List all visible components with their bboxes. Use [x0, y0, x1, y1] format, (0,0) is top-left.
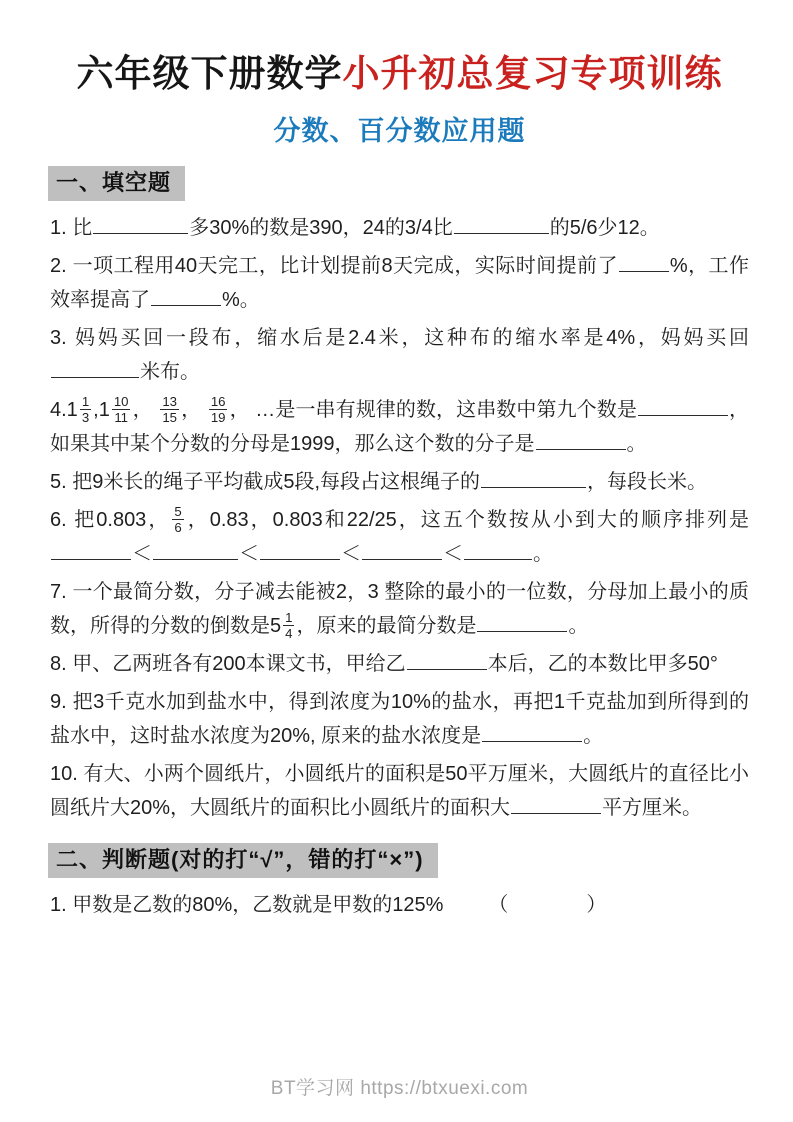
fraction-numerator: 1: [81, 394, 90, 410]
question-text: ＜: [341, 543, 361, 566]
answer-blank: [153, 540, 238, 560]
question-item: [50, 465, 749, 499]
footer-watermark: BT学习网 https://btxuexi.com: [270, 1078, 529, 1099]
title-grade-part: 六年级下册数学: [76, 53, 343, 94]
section-heading: 一、填空题: [48, 166, 185, 201]
answer-blank: [481, 468, 586, 488]
question-item: [50, 888, 749, 922]
sections: [50, 148, 749, 925]
question-text: 。: [533, 543, 553, 566]
fraction-denominator: 19: [210, 410, 226, 426]
question-text: 1. 比: [50, 217, 93, 240]
fraction-denominator: 11: [114, 410, 129, 426]
fraction: [80, 394, 91, 425]
question-text: ，如果其中某个分数的分母是1999，那么这个数的分子是: [50, 399, 749, 456]
answer-blank: [536, 430, 626, 450]
section: [50, 829, 749, 922]
answer-blank: [477, 612, 567, 632]
question-text: %，工作效率提高了: [50, 255, 749, 312]
question-text: 米布。: [140, 361, 200, 384]
question-text: 6. 把0.803，: [50, 509, 171, 532]
fraction: [209, 394, 228, 425]
fraction-denominator: 15: [162, 410, 177, 426]
question-text: 4.1: [50, 399, 78, 422]
question-text: 8. 甲、乙两班各有200本课文书，甲给乙: [50, 653, 406, 676]
title-topic-part: 小升初总复习专项训练: [342, 53, 723, 94]
question-text: 平方厘米。: [602, 797, 703, 820]
question-item: [50, 685, 749, 753]
question-item: [50, 647, 749, 681]
answer-blank: [638, 396, 728, 416]
question-text: ，每段长米。: [587, 471, 708, 494]
fraction-numerator: 16: [210, 394, 226, 410]
question-text: 多30%的数是390，24的3/4比: [189, 217, 453, 240]
question-text: 10. 有大、小两个圆纸片，小圆纸片的面积是50平万厘米，大圆纸片的直径比小圆纸片大20%，大圆纸片的面积比小圆纸片的面积大: [50, 763, 749, 820]
question-text: %。: [222, 289, 260, 312]
question-text: 。: [583, 725, 604, 748]
question-text: ，: [132, 399, 159, 422]
question-text: ， …是一串有规律的数，这串数中第九个数是: [229, 399, 637, 422]
question-text: ,1: [93, 399, 110, 422]
answer-blank: [619, 252, 669, 272]
answer-blank: [362, 540, 442, 560]
question-item: [50, 503, 749, 571]
page-subtitle: 分数、百分数应用题: [273, 116, 526, 147]
fraction: [160, 394, 179, 425]
spacer: [443, 910, 488, 911]
question-text: ＜: [443, 543, 463, 566]
question-text: 3. 妈妈买回一段布，缩水后是2.4米，这种布的缩水率是4%，妈妈买回: [50, 327, 749, 350]
fraction: [283, 610, 294, 641]
fraction-numerator: 1: [285, 610, 293, 626]
question-text: ，原来的最简分数是: [296, 615, 477, 638]
section: [50, 152, 749, 825]
fraction: [112, 394, 131, 425]
question-text: ）: [586, 893, 607, 916]
fraction-numerator: 13: [162, 394, 177, 410]
question-item: [50, 575, 749, 643]
question-text: 1. 甲数是乙数的80%，乙数就是甲数的125%: [50, 893, 444, 916]
question-text: ＜: [132, 543, 152, 566]
question-text: （: [488, 893, 509, 916]
question-text: 5. 把9米长的绳子平均截成5段,每段占这根绳子的: [50, 471, 481, 494]
fraction-denominator: 3: [81, 410, 90, 426]
fraction-numerator: 5: [174, 504, 182, 520]
answer-blank: [93, 214, 188, 234]
answer-blank: [51, 358, 139, 378]
question-text: 2. 一项工程用40天完工，比计划提前8天完成，实际时间提前了: [50, 255, 618, 278]
answer-blank: [454, 214, 549, 234]
question-text: 本后，乙的本数比甲多50°: [487, 653, 718, 676]
fraction: [172, 504, 183, 535]
question-item: [50, 393, 749, 461]
question-text: ＜: [239, 543, 259, 566]
question-item: [50, 321, 749, 389]
question-item: [50, 249, 749, 317]
fraction-denominator: 6: [174, 520, 182, 536]
answer-blank: [407, 650, 487, 670]
section-heading: 二、判断题(对的打“√”，错的打“×”): [48, 843, 438, 878]
answer-blank: [151, 286, 221, 306]
answer-blank: [511, 794, 601, 814]
page-title: [50, 52, 749, 96]
question-item: [50, 211, 749, 245]
question-text: ，: [181, 399, 207, 422]
question-text: 7. 一个最简分数，分子减去能被2，3 整除的最小的一位数，分母加上最小的质数，所得的分数的倒数是5: [50, 581, 749, 638]
question-text: 。: [626, 433, 647, 456]
question-text: ，0.83，0.803和22/25，这五个数按从小到大的顺序排列是: [185, 509, 749, 532]
fraction-denominator: 4: [285, 626, 293, 642]
question-text: 的5/6少12。: [549, 217, 660, 240]
question-text: 9. 把3千克水加到盐水中，得到浓度为10%的盐水，再把1千克盐加到所得到的盐水中，这时盐水浓度为20%, 原来的盐水浓度是: [50, 691, 749, 748]
answer-blank: [464, 540, 532, 560]
answer-blank: [482, 722, 582, 742]
question-text: 。: [568, 615, 589, 638]
answer-blank: [51, 540, 131, 560]
answer-blank: [260, 540, 340, 560]
question-item: [50, 757, 749, 825]
fraction-numerator: 10: [113, 394, 129, 410]
spacer: [508, 910, 586, 911]
